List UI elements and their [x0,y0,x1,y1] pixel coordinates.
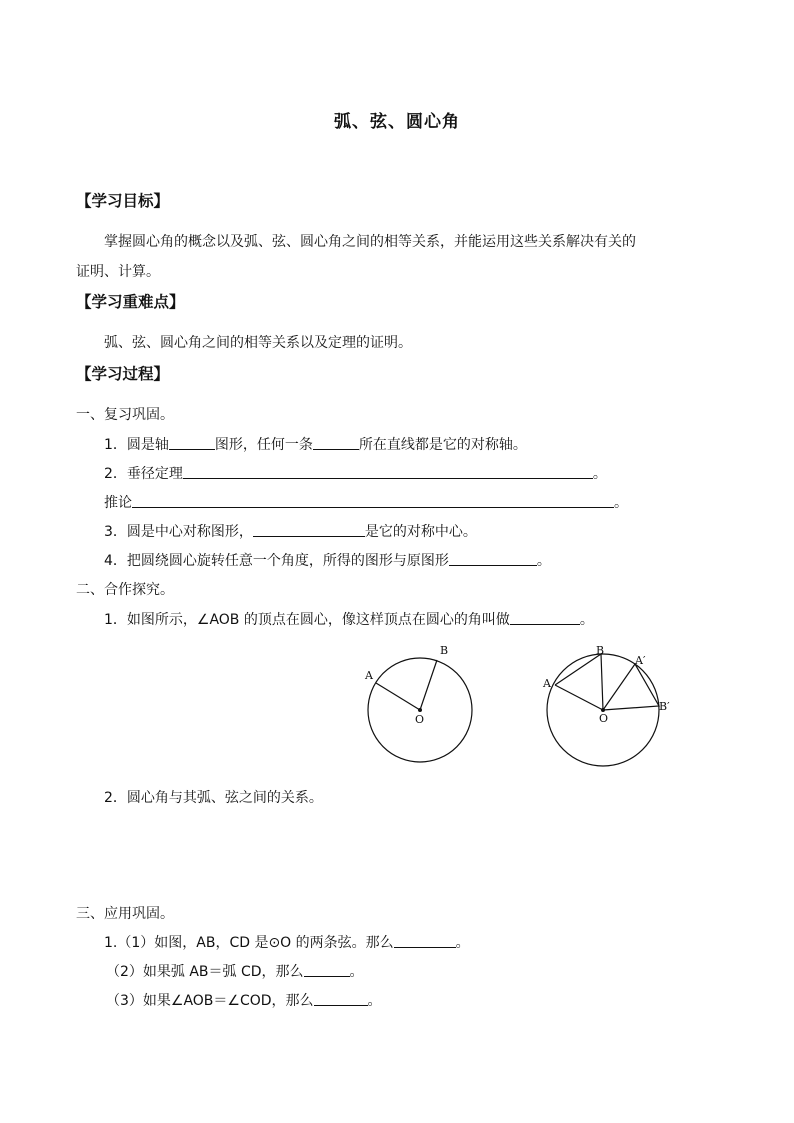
part2-heading: 二、合作探究。 [76,582,174,598]
keypoints-heading: 【学习重难点】 [76,293,185,311]
label-b-prime: B′ [659,700,670,713]
label-a: A [365,669,373,682]
answer-blank[interactable] [314,991,368,1006]
answer-blank[interactable] [253,522,365,537]
keypoints-text: 弧、弦、圆心角之间的相等关系以及定理的证明。 [104,335,412,351]
q2-text: （2）如果弧 AB＝弧 CD，那么 [106,964,304,980]
label-b: B [440,644,449,657]
label-b: B [596,644,605,657]
center-point [418,708,422,712]
item4-text: 4．把圆绕圆心旋转任意一个角度，所得的图形与原图形 [104,553,449,569]
part1-item4 [104,551,551,571]
answer-blank[interactable] [313,435,359,450]
part1-heading: 一、复习巩固。 [76,407,174,423]
part3-heading: 三、应用巩固。 [76,906,174,922]
answer-blank[interactable] [132,493,614,508]
objective-heading: 【学习目标】 [76,192,170,210]
answer-blank[interactable] [304,962,350,977]
part2-item2: 2．圆心角与其弧、弦之间的关系。 [104,790,323,806]
triangle-aob [555,654,603,710]
label-o: O [599,712,609,725]
objective-text-line1: 掌握圆心角的概念以及弧、弦、圆心角之间的相等关系，并能运用这些关系解决有关的 [104,234,636,250]
period: 。 [367,993,382,1009]
answer-blank[interactable] [510,610,580,625]
part3-q1 [104,933,470,953]
figure-central-angle [360,640,480,770]
part2-item1 [104,610,594,630]
item1-text-a: 1．圆是轴 [104,437,169,453]
part1-item2 [104,464,607,484]
label-o: O [415,713,425,726]
answer-blank[interactable] [394,933,456,948]
answer-blank[interactable] [183,464,593,479]
answer-blank[interactable] [449,551,537,566]
period: 。 [579,612,594,628]
figure-rotated-angle [535,640,675,795]
objective-text-line2: 证明、计算。 [76,264,160,280]
period: 。 [614,495,628,511]
part1-corollary [104,493,628,513]
part3-q3 [106,991,382,1011]
part1-item1 [104,435,527,455]
item2-text: 2．垂径定理 [104,466,183,482]
radius-ob [420,660,437,710]
part3-q2 [106,962,364,982]
item1-text-b: 图形，任何一条 [214,437,313,453]
part2-item1-text: 1．如图所示，∠AOB 的顶点在圆心，像这样顶点在圆心的角叫做 [104,612,510,628]
period: 。 [455,935,470,951]
part1-item3 [104,522,477,542]
item3-text-a: 3．圆是中心对称图形， [104,524,253,540]
q3-text: （3）如果∠AOB＝∠COD，那么 [106,993,314,1009]
period: 。 [592,466,607,482]
item3-text-b: 是它的对称中心。 [364,524,477,540]
answer-blank[interactable] [169,435,215,450]
triangle-a2ob2 [603,664,659,710]
label-a-prime: A′ [635,654,646,667]
period: 。 [349,964,364,980]
period: 。 [536,553,551,569]
corollary-text: 推论 [104,495,132,511]
item1-text-c: 所在直线都是它的对称轴。 [358,437,527,453]
page-title: 弧、弦、圆心角 [334,112,460,132]
process-heading: 【学习过程】 [76,365,170,383]
q1-text: 1.（1）如图，AB，CD 是⊙O 的两条弦。那么 [104,935,394,951]
radius-oa [376,683,420,710]
label-a: A [543,677,551,690]
